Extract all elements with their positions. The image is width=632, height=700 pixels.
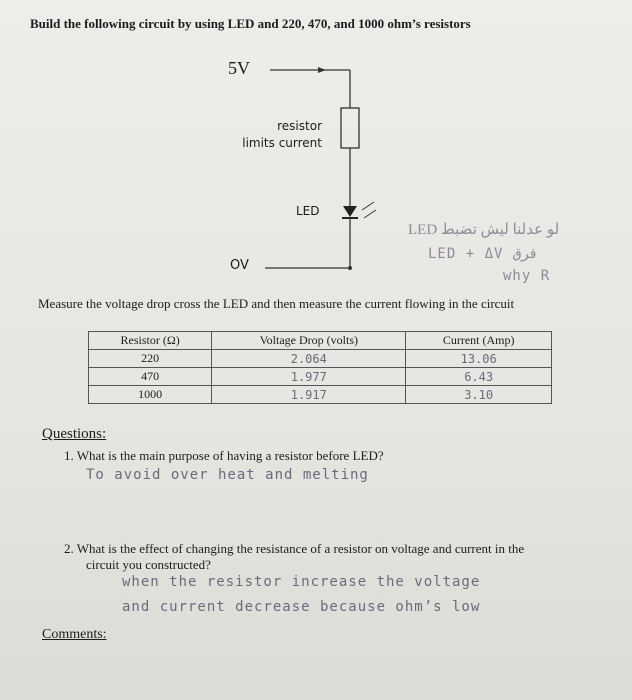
margin-note-line3: why R bbox=[503, 268, 551, 284]
cell-resistor: 220 bbox=[89, 350, 212, 368]
cell-voltage: 2.064 bbox=[212, 350, 406, 368]
measure-instruction: Measure the voltage drop cross the LED and then measure the current flowing in the circuit bbox=[38, 296, 515, 311]
header-resistor: Resistor (Ω) bbox=[89, 332, 212, 350]
header-current: Current (Amp) bbox=[406, 332, 552, 350]
table-row bbox=[89, 350, 552, 368]
cell-resistor: 1000 bbox=[89, 386, 212, 404]
question-2-line2: circuit you constructed? bbox=[86, 557, 211, 572]
bottom-node bbox=[348, 266, 352, 270]
led-label: LED bbox=[296, 204, 320, 218]
resistor-symbol bbox=[341, 108, 359, 148]
table-header-row bbox=[89, 332, 552, 350]
answer-2-line2: and current decrease because ohm’s low bbox=[122, 599, 481, 615]
cell-voltage: 1.977 bbox=[212, 368, 406, 386]
comments-heading: Comments: bbox=[42, 627, 107, 642]
answer-1: To avoid over heat and melting bbox=[86, 467, 369, 483]
question-2-line1: 2. What is the effect of changing the resistance of a resistor on voltage and current in the bbox=[64, 541, 525, 556]
cell-resistor: 470 bbox=[89, 368, 212, 386]
margin-note-line1: لو عدلنا ليش تضبط LED bbox=[408, 222, 560, 238]
questions-heading: Questions: bbox=[42, 426, 107, 442]
answer-2-line1: when the resistor increase the voltage bbox=[122, 574, 481, 590]
resistor-label-line2: limits current bbox=[242, 136, 322, 150]
question-1: 1. What is the main purpose of having a resistor before LED? bbox=[64, 448, 384, 463]
current-arrow bbox=[318, 67, 326, 73]
instructions-text: Build the following circuit by using LED and 220, 470, and 1000 ohm’s resistors bbox=[30, 16, 471, 31]
table-row bbox=[89, 386, 552, 404]
led-light-ray-1 bbox=[362, 202, 374, 210]
cell-current: 3.10 bbox=[406, 386, 552, 404]
cell-current: 6.43 bbox=[406, 368, 552, 386]
cell-voltage: 1.917 bbox=[212, 386, 406, 404]
resistor-label-line1: resistor bbox=[277, 119, 322, 133]
table-row bbox=[89, 368, 552, 386]
resistor-label bbox=[242, 118, 322, 152]
measurement-table bbox=[88, 331, 552, 404]
header-voltage: Voltage Drop (volts) bbox=[212, 332, 406, 350]
led-diode-symbol bbox=[343, 206, 357, 217]
led-light-ray-2 bbox=[364, 210, 376, 218]
cell-current: 13.06 bbox=[406, 350, 552, 368]
bottom-voltage-label: OV bbox=[230, 258, 249, 273]
margin-note-line2: LED + ΔV فرق bbox=[428, 246, 539, 262]
top-voltage-label: 5V bbox=[228, 58, 250, 78]
